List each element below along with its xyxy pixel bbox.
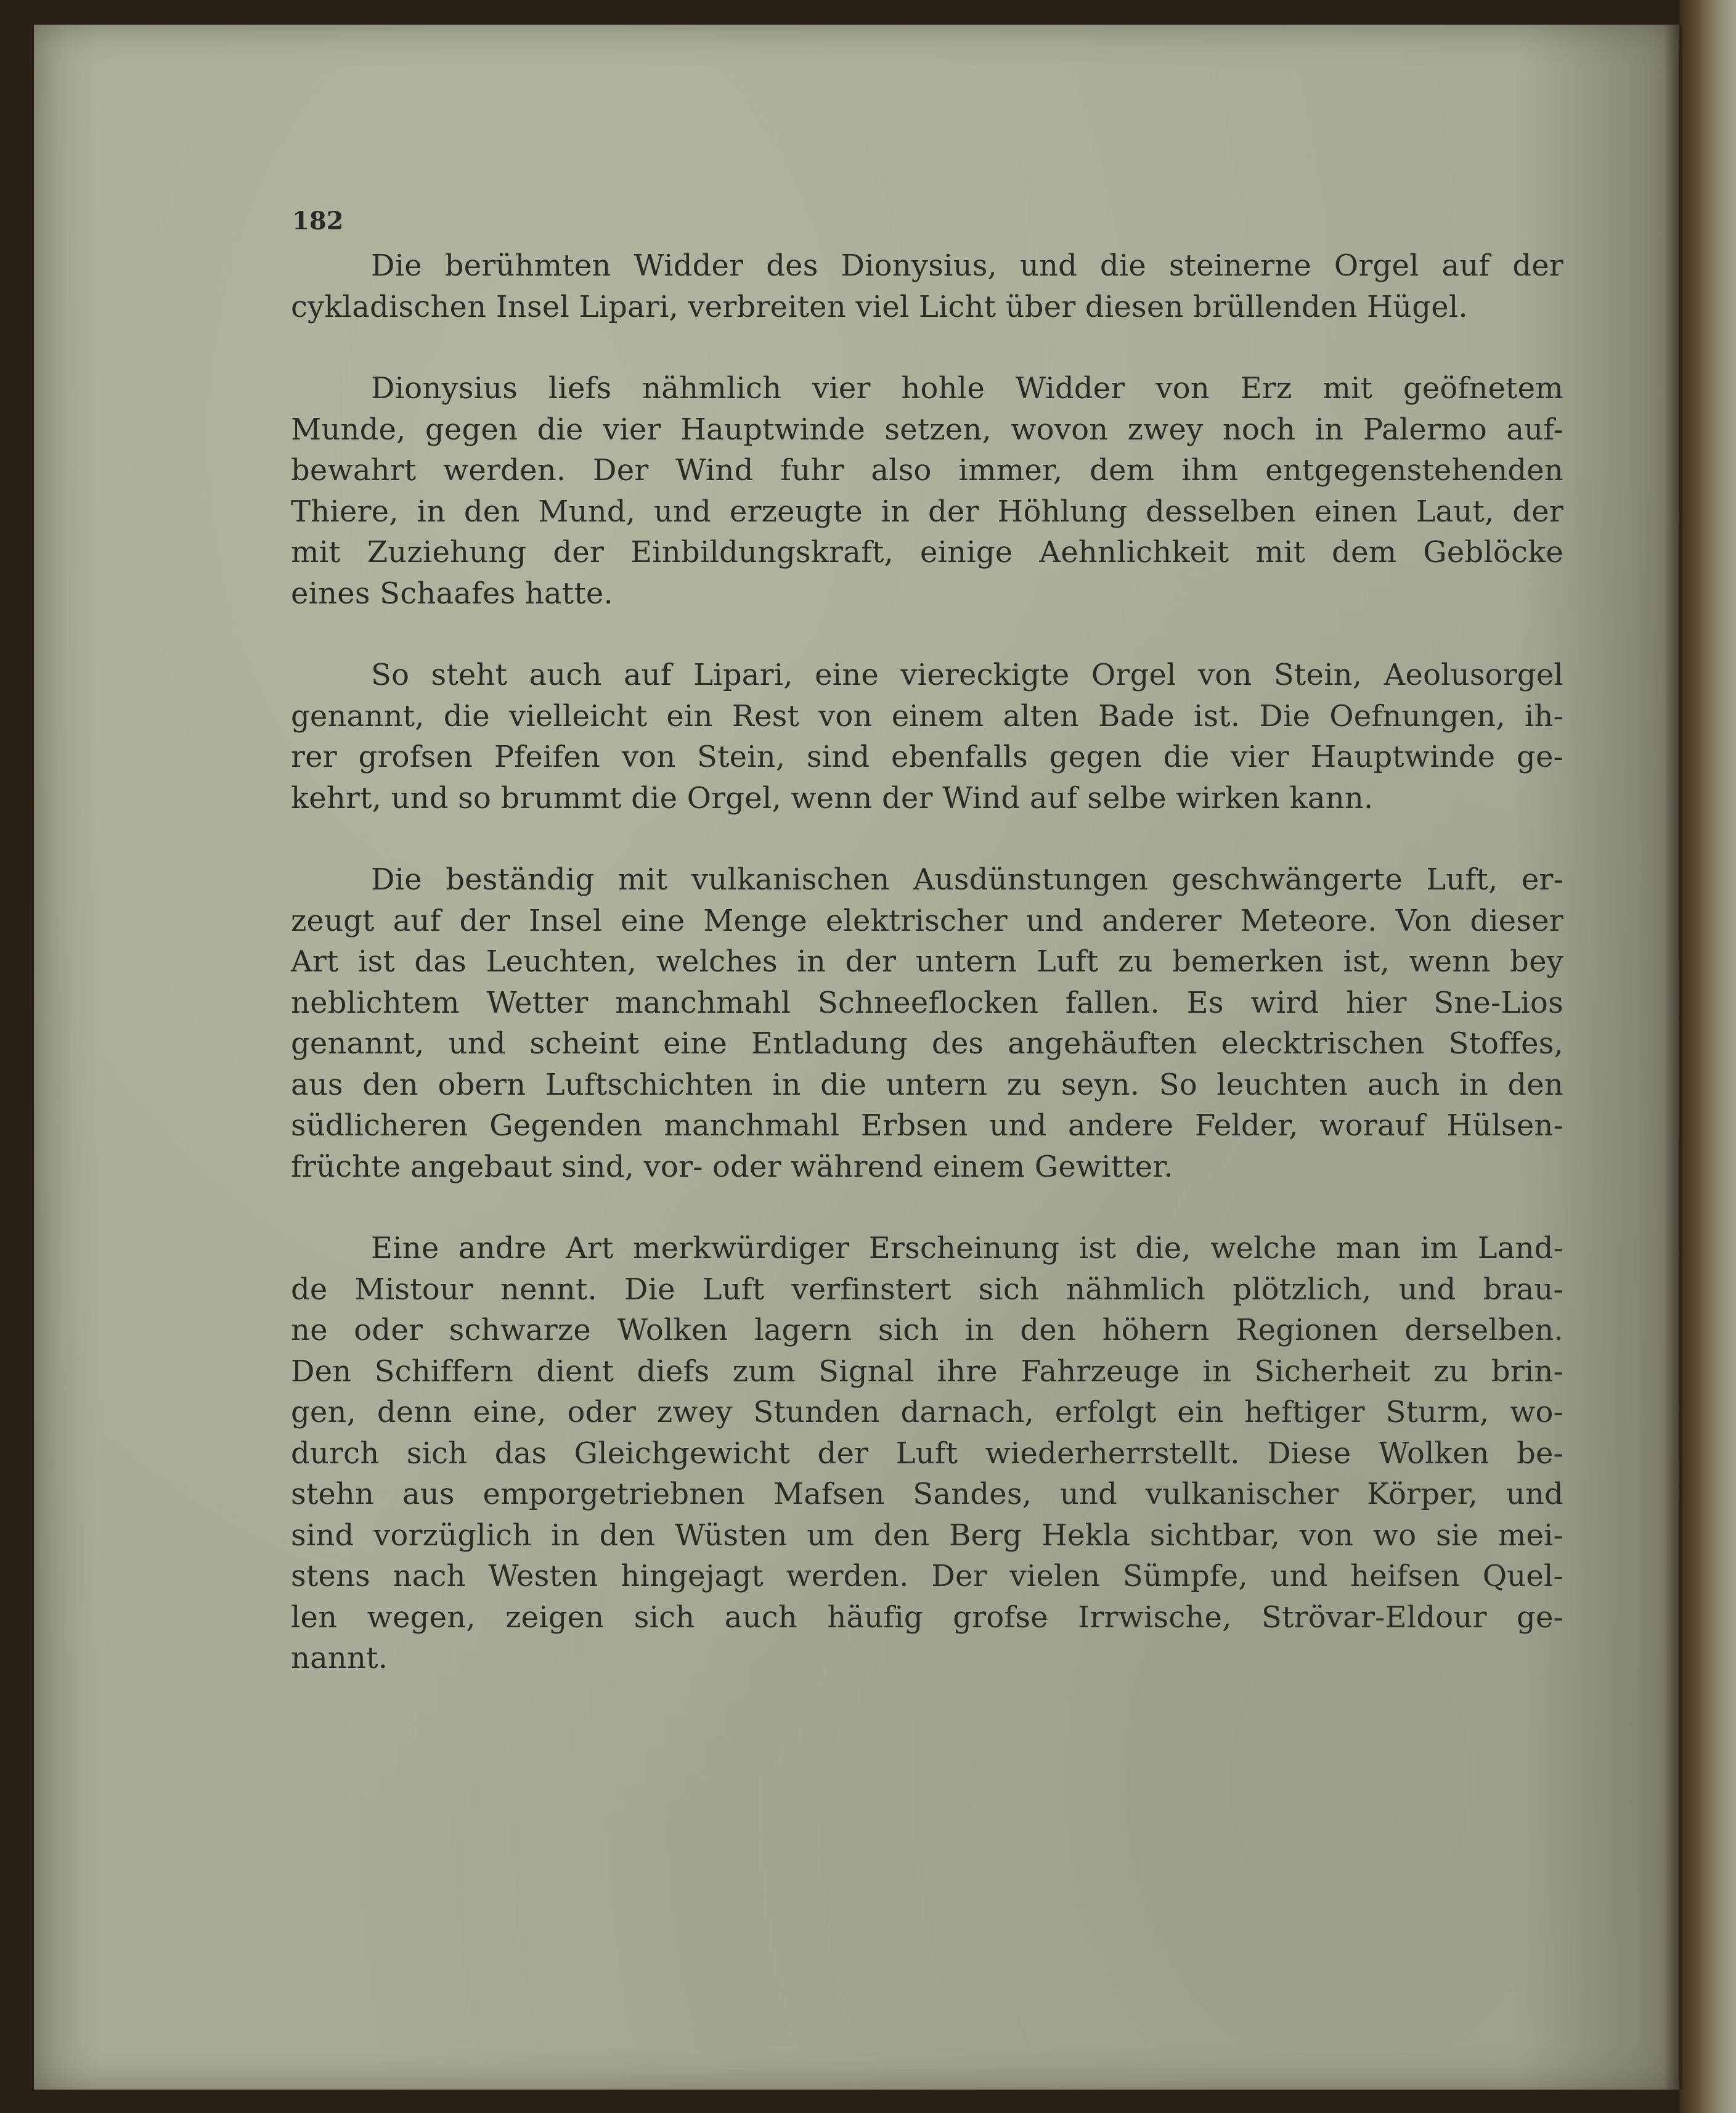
- paragraph-line: cykladischen Insel Lipari, verbreiten viel Licht über diesen brüllenden Hügel.: [291, 289, 1468, 324]
- paragraph-line: len wegen, zeigen sich auch häufig grofse Irrwische, Strövar-Eldour ge-: [291, 1600, 1563, 1635]
- paragraph-line: So steht auch auf Lipari, eine viereckigte Orgel von Stein, Aeolusorgel: [371, 658, 1563, 692]
- page-binding-shadow: [1664, 25, 1682, 2090]
- paragraph-line: Thiere, in den Mund, und erzeugte in der Höhlung desselben einen Laut, der: [291, 494, 1563, 529]
- paragraph-line: aus den obern Luftschichten in die untern zu seyn. So leuchten auch in den: [291, 1067, 1563, 1102]
- paragraph-line: stens nach Westen hingejagt werden. Der vielen Sümpfe, und heifsen Quel-: [291, 1559, 1563, 1593]
- paragraph-line: genannt, und scheint eine Entladung des angehäuften elecktrischen Stoffes,: [291, 1026, 1563, 1061]
- paragraph-line: Den Schiffern dient diefs zum Signal ihre Fahrzeuge in Sicherheit zu brin-: [291, 1354, 1563, 1389]
- paragraph-line: Eine andre Art merkwürdiger Erscheinung ist die, welche man im Land-: [371, 1231, 1563, 1265]
- paragraph-line: rer grofsen Pfeifen von Stein, sind ebenfalls gegen die vier Hauptwinde ge-: [291, 740, 1563, 774]
- paragraph-line: durch sich das Gleichgewicht der Luft wiederherrstellt. Diese Wolken be-: [291, 1436, 1563, 1471]
- paragraph-line: früchte angebaut sind, vor- oder während einem Gewitter.: [291, 1149, 1173, 1184]
- text-body: [291, 210, 1563, 1679]
- paragraph-1: [291, 245, 1563, 327]
- paragraph-5: [291, 1228, 1563, 1679]
- paragraph-line: zeugt auf der Insel eine Menge elektrischer und anderer Meteore. Von dieser: [291, 903, 1563, 938]
- paragraph-line: genannt, die vielleicht ein Rest von einem alten Bade ist. Die Oefnungen, ih-: [291, 698, 1563, 734]
- paragraph-line: sind vorzüglich in den Wüsten um den Berg Hekla sichtbar, von wo sie mei-: [291, 1518, 1563, 1553]
- paragraph-4: [291, 859, 1563, 1187]
- paragraph-line: ne oder schwarze Wolken lagern sich in den höhern Regionen derselben.: [291, 1313, 1563, 1347]
- paragraph-line: Die berühmten Widder des Dionysius, und die steinerne Orgel auf der: [371, 248, 1563, 283]
- paragraph-2: [291, 368, 1563, 614]
- paragraph-line: eines Schaafes hatte.: [291, 576, 613, 611]
- paragraph-line: bewahrt werden. Der Wind fuhr also immer, dem ihm entgegenstehenden: [291, 453, 1563, 488]
- paragraph-line: südlicheren Gegenden manchmahl Erbsen und andere Felder, worauf Hülsen-: [291, 1108, 1563, 1143]
- paragraph-line: de Mistour nennt. Die Luft verfinstert sich nähmlich plötzlich, und brau-: [291, 1272, 1563, 1307]
- paragraph-line: neblichtem Wetter manchmahl Schneeflocken fallen. Es wird hier Sne-Lios: [291, 985, 1563, 1020]
- paragraph-line: Munde, gegen die vier Hauptwinde setzen, wovon zwey noch in Palermo auf-: [291, 412, 1563, 447]
- paragraph-line: kehrt, und so brummt die Orgel, wenn der Wind auf selbe wirken kann.: [291, 780, 1374, 815]
- paragraph-3: [291, 655, 1563, 819]
- paragraph-line: stehn aus emporgetriebnen Mafsen Sandes, und vulkanischer Körper, und: [291, 1477, 1563, 1511]
- paragraph-line: nannt.: [291, 1641, 388, 1675]
- paragraph-line: Die beständig mit vulkanischen Ausdünstungen geschwängerte Luft, er-: [371, 862, 1563, 897]
- paragraph-line: Art ist das Leuchten, welches in der untern Luft zu bemerken ist, wenn bey: [291, 944, 1563, 979]
- paragraph-line: mit Zuziehung der Einbildungskraft, einige Aehnlichkeit mit dem Geblöcke: [291, 535, 1563, 570]
- paragraph-line: Dionysius liefs nähmlich vier hohle Widder von Erz mit geöfnetem: [371, 371, 1563, 406]
- paragraph-line: gen, denn eine, oder zwey Stunden darnach, erfolgt ein heftiger Sturm, wo-: [291, 1395, 1563, 1429]
- page-number: 182: [292, 206, 344, 235]
- binding-gutter: [1679, 0, 1736, 2113]
